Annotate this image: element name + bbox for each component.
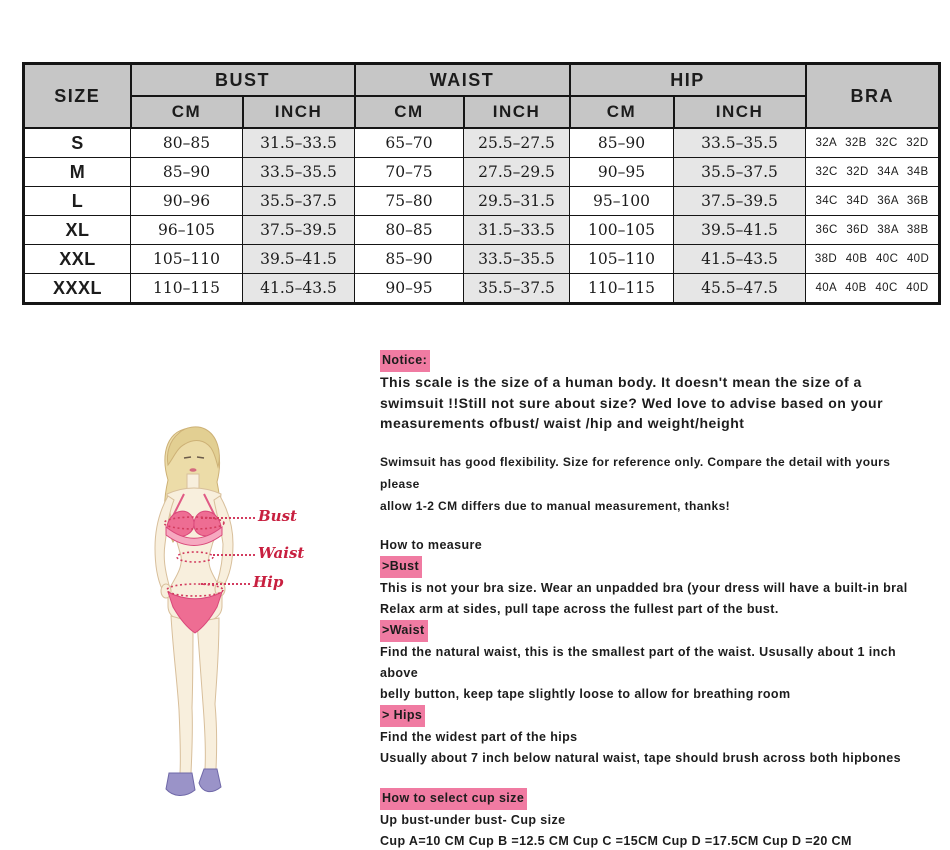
bust-leader-line — [201, 517, 255, 519]
how-to-measure-heading: How to measure — [380, 537, 483, 552]
bust-cm-cell: 105–110 — [131, 245, 243, 274]
waist-cm-cell: 65–70 — [355, 128, 464, 158]
table-row — [24, 274, 940, 304]
bra-cell: 40A 40B 40C 40D — [806, 274, 940, 304]
waist-cm-header: CM — [355, 96, 464, 128]
bust-cm-cell: 96–105 — [131, 216, 243, 245]
hip-inch-cell: 39.5–41.5 — [674, 216, 806, 245]
hips-section-heading — [380, 705, 930, 727]
table-row — [24, 187, 940, 216]
waist-instruction-line: Find the natural waist, this is the smallest part of the waist. Ususally about 1 inch above — [380, 644, 897, 680]
bust-section-highlight: >Bust — [380, 556, 422, 578]
measurement-figure — [105, 420, 375, 820]
hip-leader-line — [201, 583, 250, 585]
notice-heading-highlight: Notice: — [380, 350, 430, 372]
bust-inch-cell: 41.5–43.5 — [243, 274, 355, 304]
hip-label: Hip — [253, 573, 284, 591]
bust-inch-cell: 39.5–41.5 — [243, 245, 355, 274]
bust-inch-cell: 33.5–35.5 — [243, 158, 355, 187]
waist-inch-cell: 35.5–37.5 — [464, 274, 570, 304]
waist-cm-cell: 70–75 — [355, 158, 464, 187]
hip-cm-cell: 90–95 — [570, 158, 674, 187]
notice-line: measurements ofbust/ waist /hip and weight/height — [380, 415, 745, 431]
woman-sketch-illustration — [105, 420, 375, 820]
hip-inch-header: INCH — [674, 96, 806, 128]
waist-inch-cell: 25.5–27.5 — [464, 128, 570, 158]
hip-cm-cell: 100–105 — [570, 216, 674, 245]
hip-inch-cell: 45.5–47.5 — [674, 274, 806, 304]
waist-section-highlight: >Waist — [380, 620, 428, 642]
bust-inch-header: INCH — [243, 96, 355, 128]
notice-line: This scale is the size of a human body. It doesn't mean the size of a — [380, 374, 862, 390]
bust-cm-cell: 85–90 — [131, 158, 243, 187]
bust-instruction-line: This is not your bra size. Wear an unpadded bra (your dress will have a built-in bral — [380, 580, 908, 595]
waist-cm-cell: 80–85 — [355, 216, 464, 245]
waist-group-header: WAIST — [355, 64, 570, 97]
hip-cm-cell: 105–110 — [570, 245, 674, 274]
waist-cm-cell: 85–90 — [355, 245, 464, 274]
hip-inch-cell: 41.5–43.5 — [674, 245, 806, 274]
bra-cell: 32A 32B 32C 32D — [806, 128, 940, 158]
bra-column-header: BRA — [806, 64, 940, 129]
bust-section-heading — [380, 556, 930, 578]
size-cell: XL — [24, 216, 131, 245]
table-row — [24, 245, 940, 274]
hip-inch-cell: 35.5–37.5 — [674, 158, 806, 187]
hip-cm-cell: 85–90 — [570, 128, 674, 158]
size-cell: XXXL — [24, 274, 131, 304]
bust-cm-cell: 80–85 — [131, 128, 243, 158]
bust-cm-cell: 90–96 — [131, 187, 243, 216]
bust-inch-cell: 37.5–39.5 — [243, 216, 355, 245]
waist-inch-header: INCH — [464, 96, 570, 128]
table-header-row-units — [24, 96, 940, 128]
cup-size-line: Up bust-under bust- Cup size — [380, 812, 566, 827]
hips-instruction-line: Usually about 7 inch below natural waist, tape should brush across both hipbones — [380, 750, 901, 765]
bra-cell: 38D 40B 40C 40D — [806, 245, 940, 274]
size-cell: L — [24, 187, 131, 216]
hip-inch-cell: 33.5–35.5 — [674, 128, 806, 158]
hip-cm-cell: 95–100 — [570, 187, 674, 216]
notice-line: swimsuit !!Still not sure about size? Wed love to advise based on your — [380, 394, 884, 411]
table-row — [24, 158, 940, 187]
notes-column — [380, 350, 930, 850]
bust-cm-header: CM — [131, 96, 243, 128]
bust-label: Bust — [258, 507, 297, 525]
waist-inch-cell: 33.5–35.5 — [464, 245, 570, 274]
table-header-row-groups — [24, 64, 940, 97]
table-row — [24, 216, 940, 245]
flexibility-line: Swimsuit has good flexibility. Size for reference only. Compare the detail with yours please — [380, 454, 891, 491]
bust-cm-cell: 110–115 — [131, 274, 243, 304]
size-cell: M — [24, 158, 131, 187]
size-chart-table — [22, 62, 941, 305]
waist-cm-cell: 75–80 — [355, 187, 464, 216]
hip-group-header: HIP — [570, 64, 806, 97]
hips-section-highlight: > Hips — [380, 705, 425, 727]
waist-inch-cell: 31.5–33.5 — [464, 216, 570, 245]
waist-label: Waist — [258, 544, 305, 562]
waist-instruction-line: belly button, keep tape slightly loose to allow for breathing room — [380, 686, 791, 701]
waist-inch-cell: 29.5–31.5 — [464, 187, 570, 216]
hip-cm-header: CM — [570, 96, 674, 128]
waist-inch-cell: 27.5–29.5 — [464, 158, 570, 187]
hips-instruction-line: Find the widest part of the hips — [380, 729, 578, 744]
size-cell: S — [24, 128, 131, 158]
waist-section-heading — [380, 620, 930, 642]
cup-size-highlight: How to select cup size — [380, 788, 527, 810]
flexibility-line: allow 1-2 CM differs due to manual measurement, thanks! — [380, 498, 731, 513]
cup-size-heading — [380, 788, 930, 810]
cup-size-line: Cup A=10 CM Cup B =12.5 CM Cup C =15CM Cup D =17.5CM Cup D =20 CM — [380, 833, 852, 848]
waist-cm-cell: 90–95 — [355, 274, 464, 304]
bust-inch-cell: 31.5–33.5 — [243, 128, 355, 158]
bust-group-header: BUST — [131, 64, 355, 97]
notice-heading — [380, 350, 930, 372]
table-row — [24, 128, 940, 158]
hip-cm-cell: 110–115 — [570, 274, 674, 304]
waist-leader-line — [213, 554, 255, 556]
hip-inch-cell: 37.5–39.5 — [674, 187, 806, 216]
bra-cell: 32C 32D 34A 34B — [806, 158, 940, 187]
size-cell: XXL — [24, 245, 131, 274]
bust-inch-cell: 35.5–37.5 — [243, 187, 355, 216]
size-column-header: SIZE — [24, 64, 131, 129]
bra-cell: 36C 36D 38A 38B — [806, 216, 940, 245]
bra-cell: 34C 34D 36A 36B — [806, 187, 940, 216]
bust-instruction-line: Relax arm at sides, pull tape across the fullest part of the bust. — [380, 601, 779, 616]
